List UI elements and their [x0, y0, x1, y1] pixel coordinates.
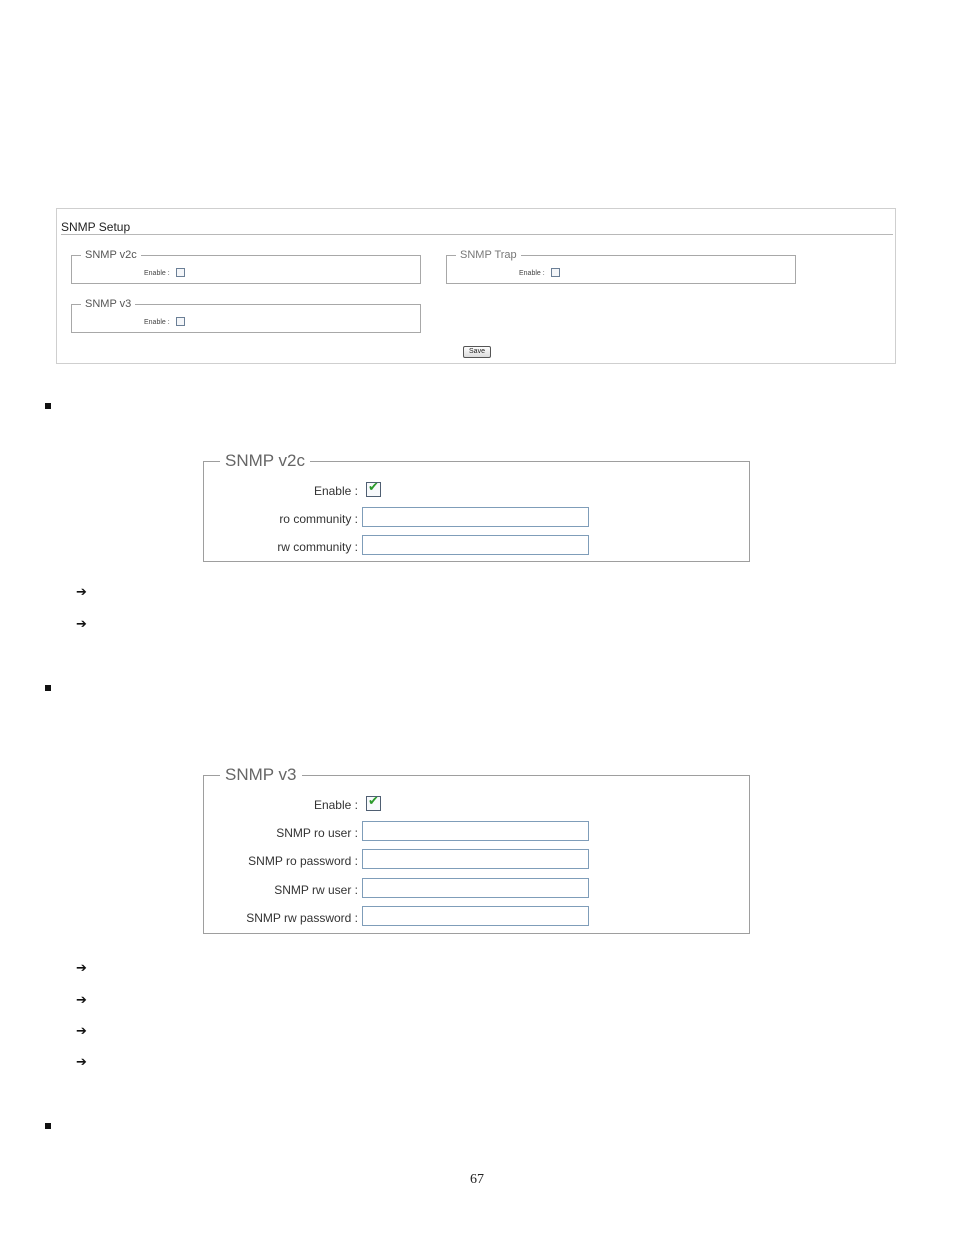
- snmp-ro-password-label: SNMP ro password :: [248, 854, 358, 868]
- snmp-ro-user-label: SNMP ro user :: [276, 826, 358, 840]
- snmp-v3-enable-label: Enable :: [144, 319, 170, 326]
- right-arrow-icon: ➔: [76, 1024, 87, 1039]
- snmp-trap-enable-checkbox[interactable]: [551, 268, 560, 277]
- snmp-ro-user-input[interactable]: [362, 821, 589, 841]
- checkmark-icon: ✔: [368, 480, 379, 495]
- snmp-v2c-fieldset: [71, 249, 421, 284]
- snmp-ro-password-input[interactable]: [362, 849, 589, 869]
- snmp-rw-password-label: SNMP rw password :: [246, 911, 358, 925]
- ro-community-input[interactable]: [362, 507, 589, 527]
- square-bullet-icon: [45, 1123, 51, 1129]
- snmp-v3-legend: SNMP v3: [81, 297, 135, 311]
- snmp-v2c-enable-checkbox[interactable]: [176, 268, 185, 277]
- right-arrow-icon: ➔: [76, 617, 87, 632]
- snmp-rw-user-input[interactable]: [362, 878, 589, 898]
- snmp-v3-enable-checkbox[interactable]: [176, 317, 185, 326]
- checkmark-icon: ✔: [368, 794, 379, 809]
- snmp-setup-panel: [56, 208, 896, 364]
- snmp-v3-detail-legend: SNMP v3: [220, 765, 302, 785]
- v3-enable-checkbox[interactable]: [366, 796, 381, 811]
- snmp-trap-fieldset: [446, 249, 796, 284]
- snmp-v2c-legend: SNMP v2c: [81, 248, 141, 262]
- snmp-v2c-detail-fieldset: [203, 451, 750, 562]
- right-arrow-icon: ➔: [76, 993, 87, 1008]
- rw-community-label: rw community :: [277, 540, 358, 554]
- v2c-enable-label: Enable :: [313, 484, 358, 498]
- v2c-enable-checkbox[interactable]: [366, 482, 381, 497]
- snmp-trap-enable-label: Enable :: [519, 270, 545, 277]
- snmp-setup-title: SNMP Setup: [61, 220, 131, 234]
- snmp-v3-detail-fieldset: [203, 765, 750, 934]
- snmp-rw-user-label: SNMP rw user :: [274, 883, 358, 897]
- snmp-v2c-enable-label: Enable :: [144, 270, 170, 277]
- right-arrow-icon: ➔: [76, 1055, 87, 1070]
- square-bullet-icon: [45, 685, 51, 691]
- right-arrow-icon: ➔: [76, 585, 87, 600]
- ro-community-label: ro community :: [279, 512, 358, 526]
- square-bullet-icon: [45, 403, 51, 409]
- rw-community-input[interactable]: [362, 535, 589, 555]
- page-number: 67: [470, 1172, 484, 1187]
- snmp-v3-fieldset: [71, 298, 421, 333]
- right-arrow-icon: ➔: [76, 961, 87, 976]
- save-button[interactable]: Save: [463, 346, 491, 358]
- snmp-rw-password-input[interactable]: [362, 906, 589, 926]
- snmp-v2c-detail-legend: SNMP v2c: [220, 451, 310, 471]
- snmp-trap-legend: SNMP Trap: [456, 248, 521, 262]
- v3-enable-label: Enable :: [313, 798, 358, 812]
- snmp-setup-divider: [61, 234, 893, 235]
